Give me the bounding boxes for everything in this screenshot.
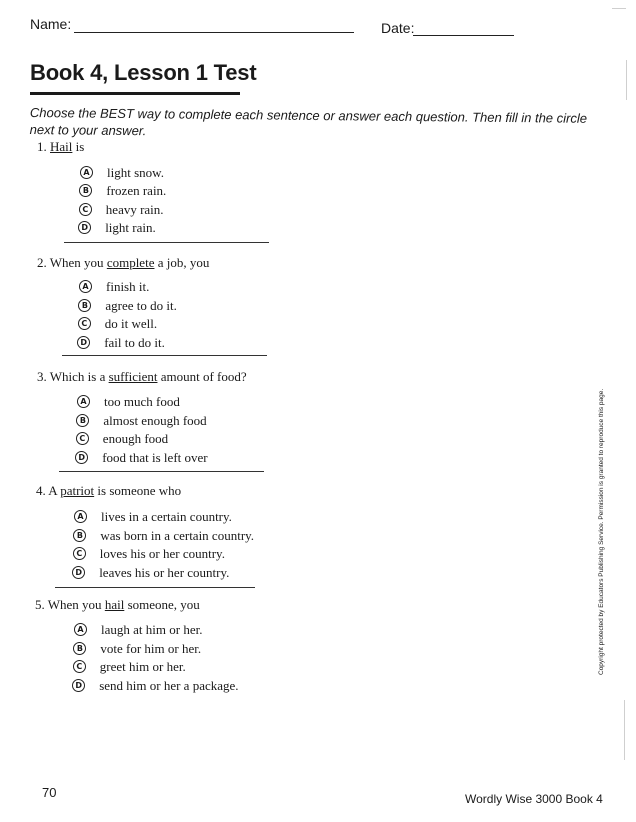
question-text: Which is a [49,369,109,384]
question-divider [59,471,264,472]
answer-text: lives in a certain country. [101,509,232,524]
vocabulary-word: sufficient [108,369,158,384]
answer-text: too much food [104,394,180,409]
date-field[interactable] [413,35,514,36]
answer-text: do it well. [104,316,158,331]
answer-bubble-icon[interactable]: D [75,451,88,464]
question-text: amount of food? [157,369,247,384]
answer-bubble-icon[interactable]: B [79,184,92,197]
vocabulary-word: Hail [50,139,73,154]
answer-bubble-icon[interactable]: A [74,510,87,523]
answer-text: send him or her a package. [99,678,239,693]
answer-text: agree to do it. [105,298,177,313]
question-number: 4. [36,483,49,498]
question-text: a job, you [154,255,210,270]
answer-bubble-icon[interactable]: B [78,299,91,312]
answer-bubble-icon[interactable]: D [77,336,90,349]
answer-bubble-icon[interactable]: A [74,623,87,636]
vocabulary-word: patriot [60,483,95,498]
question-stem [37,369,247,385]
answer-text: vote for him or her. [100,641,202,656]
question-stem [37,255,209,271]
answer-bubble-icon[interactable]: A [77,395,90,408]
question-number: 5. [35,597,48,612]
answer-bubble-icon[interactable]: B [73,529,86,542]
answer-bubble-icon[interactable]: D [78,221,91,234]
answer-bubble-icon[interactable]: D [72,679,85,692]
answer-bubble-icon[interactable]: C [73,660,86,673]
answer-text: light snow. [107,165,164,180]
answer-text: almost enough food [103,413,207,428]
book-title-footer: Wordly Wise 3000 Book 4 [465,792,603,806]
question-stem [35,597,200,613]
title-underline [30,92,240,95]
answer-text: frozen rain. [106,183,167,198]
copyright-notice: Copyright protected by Educators Publishing Service. Permission is granted to reproduce this page. [598,388,605,675]
answer-text: leaves his or her country. [99,565,230,580]
instructions: Choose the BEST way to complete each sentence or answer each question. Then fill in the circle next to your answer. [29,104,588,139]
answer-text: light rain. [105,220,156,235]
answer-bubble-icon[interactable]: B [76,414,89,427]
answer-bubble-icon[interactable]: C [73,547,86,560]
vocabulary-word: complete [106,255,155,270]
answer-bubble-icon[interactable]: C [78,317,91,330]
scan-mark [624,700,625,760]
scan-mark [626,60,627,100]
answer-text: greet him or her. [99,659,186,674]
scan-mark [612,8,626,9]
answer-bubble-icon[interactable]: D [72,566,85,579]
name-field[interactable] [74,32,354,33]
question-stem [36,483,181,499]
answer-text: enough food [102,431,169,446]
answer-text: fail to do it. [104,335,165,350]
answer-bubble-icon[interactable]: B [73,642,86,655]
vocabulary-word: hail [104,597,125,612]
answer-text: was born in a certain country. [100,528,255,543]
question-text: someone, you [124,597,200,612]
question-text: is someone who [94,483,182,498]
answer-text: finish it. [106,279,150,294]
answer-text: loves his or her country. [99,546,225,561]
answer-text: food that is left over [102,450,208,465]
name-label: Name: [30,16,72,32]
question-divider [55,587,255,588]
answer-text: laugh at him or her. [101,622,203,637]
question-stem [37,139,84,155]
page-number: 70 [42,785,57,800]
question-number: 2. [37,255,50,270]
question-text: is [72,139,85,154]
question-divider [62,355,267,356]
answer-text: heavy rain. [105,202,164,217]
question-text: When you [47,597,105,612]
question-text: When you [49,255,107,270]
page-title: Book 4, Lesson 1 Test [30,60,257,85]
date-label: Date: [381,20,415,36]
answer-bubble-icon[interactable]: A [80,166,93,179]
question-text: A [48,483,61,498]
question-divider [64,242,269,243]
answer-bubble-icon[interactable]: C [79,203,92,216]
question-number: 3. [37,369,50,384]
answer-bubble-icon[interactable]: A [79,280,92,293]
question-number: 1. [37,139,50,154]
answer-bubble-icon[interactable]: C [76,432,89,445]
